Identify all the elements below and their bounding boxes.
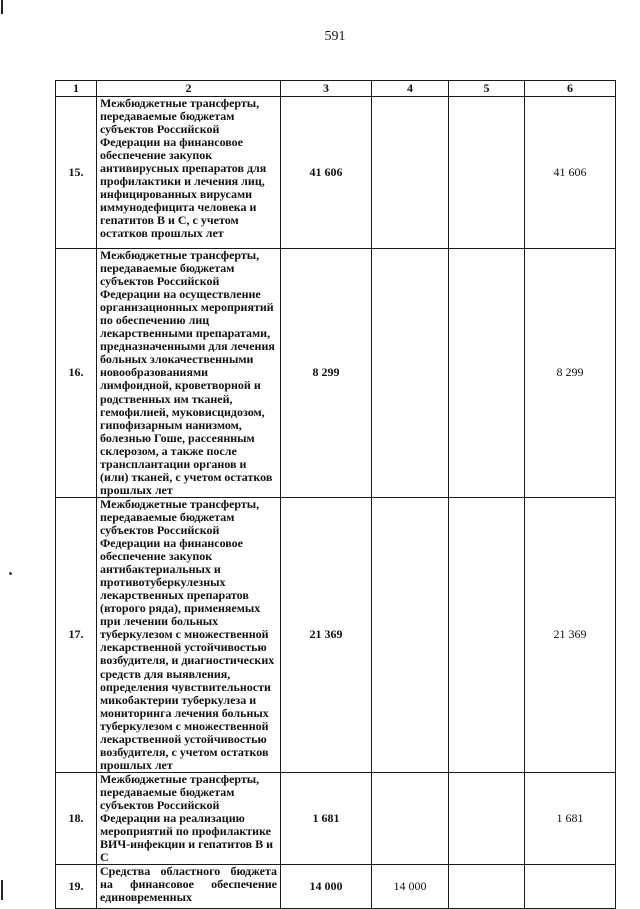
table-row: [56, 772, 616, 864]
budget-table: [55, 80, 616, 909]
row-value-col3: 14 000: [281, 865, 372, 909]
row-value-col4: [372, 772, 449, 864]
row-value-col4: [372, 97, 449, 249]
header-col-2: 2: [97, 81, 281, 97]
row-description: Межбюджетные трансферты, передаваемые бюджетам субъектов Российской Федерации на реализацию мероприятий по профилактике ВИЧ-инфекции и гепатитов В и С: [97, 772, 281, 864]
header-col-5: 5: [449, 81, 525, 97]
table-row: [56, 249, 616, 498]
row-number: 17.: [56, 497, 97, 772]
header-row: [56, 81, 616, 97]
row-value-col5: [449, 865, 525, 909]
row-value-col4: 14 000: [372, 865, 449, 909]
row-value-col3: 8 299: [281, 249, 372, 498]
header-col-1: 1: [56, 81, 97, 97]
margin-dot: [9, 572, 12, 575]
row-value-col5: [449, 249, 525, 498]
row-value-col5: [449, 97, 525, 249]
row-value-col3: 21 369: [281, 497, 372, 772]
header-col-6: 6: [525, 81, 616, 97]
row-value-col6: 41 606: [525, 97, 616, 249]
table-row: [56, 865, 616, 909]
row-value-col5: [449, 772, 525, 864]
left-margin-mark-bottom: [1, 880, 3, 900]
row-value-col3: 41 606: [281, 97, 372, 249]
row-number: 18.: [56, 772, 97, 864]
row-number: 19.: [56, 865, 97, 909]
row-value-col6: 8 299: [525, 249, 616, 498]
row-description: Средства областного бюджета на финансовое обеспечение единовременных: [97, 865, 281, 909]
row-value-col4: [372, 497, 449, 772]
row-value-col6: 21 369: [525, 497, 616, 772]
row-value-col4: [372, 249, 449, 498]
header-col-4: 4: [372, 81, 449, 97]
row-number: 15.: [56, 97, 97, 249]
page-number: 591: [324, 29, 346, 44]
table-row: [56, 97, 616, 249]
left-margin-mark-top: [1, 0, 3, 14]
row-number: 16.: [56, 249, 97, 498]
header-col-3: 3: [281, 81, 372, 97]
row-description: Межбюджетные трансферты, передаваемые бюджетам субъектов Российской Федерации на финансовое обеспечение закупок антибактериальных и противотуберкулезных лекарственных препаратов (второго ряда), применяемых при лечении больных туберкулезом с множественной лекарственной устойчивостью возбудителя, и диагностических средств для выявления, определения чувствительности микобактерии туберкулеза и мониторинга лечения больных туберкулезом с множественной лекарственной устойчивостью возбудителя, с учетом остатков прошлых лет: [97, 497, 281, 772]
row-value-col6: [525, 865, 616, 909]
table-row: [56, 497, 616, 772]
row-value-col6: 1 681: [525, 772, 616, 864]
row-description: Межбюджетные трансферты, передаваемые бюджетам субъектов Российской Федерации на осуществление организационных мероприятий по обеспечению лиц лекарственными препаратами, предназначенными для лечения больных злокачественными новообразованиями лимфоидной, кроветворной и родственных им тканей, гемофилией, муковисцидозом, гипофизарным нанизмом, болезнью Гоше, рассеянным склерозом, а также после трансплантации органов и (или) тканей, с учетом остатков прошлых лет: [97, 249, 281, 498]
row-description: Межбюджетные трансферты, передаваемые бюджетам субъектов Российской Федерации на финансовое обеспечение закупок антивирусных препаратов для профилактики и лечения лиц, инфицированных вирусами иммунодефицита человека и гепатитов В и С, с учетом остатков прошлых лет: [97, 97, 281, 249]
row-value-col5: [449, 497, 525, 772]
row-value-col3: 1 681: [281, 772, 372, 864]
